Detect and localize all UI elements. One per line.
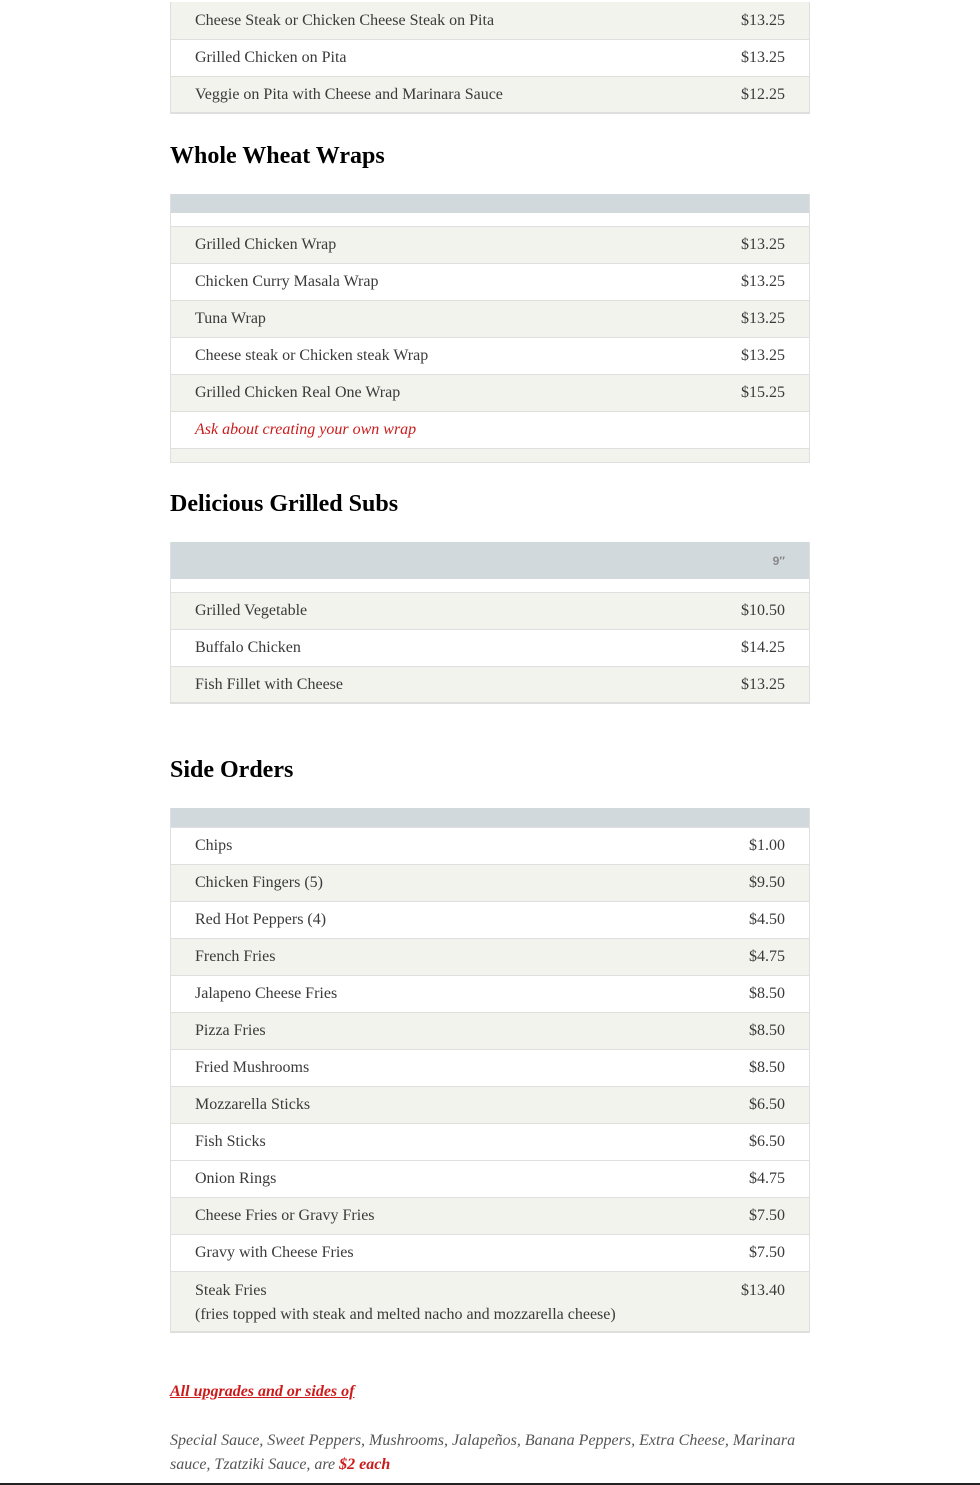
item-name: Onion Rings	[195, 1170, 277, 1187]
menu-row	[171, 1197, 809, 1234]
menu-row	[171, 938, 809, 975]
upgrades-text	[170, 1429, 815, 1477]
section-title-wraps: Whole Wheat Wraps	[170, 143, 385, 169]
item-name: Mozzarella Sticks	[195, 1096, 311, 1113]
section-title-sides: Side Orders	[170, 757, 294, 783]
item-name: Gravy with Cheese Fries	[195, 1244, 354, 1261]
menu-row	[171, 226, 809, 263]
item-price: $8.50	[749, 1022, 785, 1039]
menu-row	[171, 76, 809, 113]
menu-row	[171, 1086, 809, 1123]
item-name: Chicken Fingers (5)	[195, 874, 323, 891]
item-price: $6.50	[749, 1133, 785, 1150]
table-header	[171, 808, 809, 827]
item-price: $13.25	[741, 675, 785, 693]
item-name: Grilled Vegetable	[195, 602, 308, 619]
item-name: Chicken Curry Masala Wrap	[195, 273, 379, 290]
menu-row	[171, 337, 809, 374]
item-name: Grilled Chicken Real One Wrap	[195, 384, 401, 401]
item-name: Jalapeno Cheese Fries	[195, 985, 338, 1002]
size-header: 9″	[772, 553, 785, 568]
item-name: Grilled Chicken on Pita	[195, 49, 347, 66]
table-header	[171, 194, 809, 213]
item-name: Grilled Chicken Wrap	[195, 236, 337, 253]
menu-row	[171, 592, 809, 629]
item-name: French Fries	[195, 948, 276, 965]
item-price: $12.25	[741, 85, 785, 103]
menu-row	[171, 1123, 809, 1160]
menu-row	[171, 629, 809, 666]
item-name: Fish Fillet with Cheese	[195, 675, 343, 693]
section-title-subs: Delicious Grilled Subs	[170, 491, 399, 517]
menu-row	[171, 666, 809, 703]
menu-row	[171, 1234, 809, 1271]
table-footer	[171, 448, 809, 462]
item-price: $15.25	[741, 384, 785, 401]
item-price: $14.25	[741, 639, 785, 656]
item-price: $4.75	[749, 1170, 785, 1187]
upgrades-list: Special Sauce, Sweet Peppers, Mushrooms, Jalapeños, Banana Peppers, Extra Cheese, Marinara sauce, Tzatziki Sauce, are	[170, 1432, 796, 1473]
sides-menu-table	[170, 808, 810, 1333]
item-price: $13.25	[741, 236, 785, 253]
menu-note-row	[171, 411, 809, 448]
item-price: $8.50	[749, 1059, 785, 1076]
item-price: $13.25	[741, 310, 785, 327]
menu-row	[171, 975, 809, 1012]
item-price: $6.50	[749, 1096, 785, 1113]
menu-row	[171, 39, 809, 76]
menu-row	[171, 2, 809, 39]
item-price: $7.50	[749, 1207, 785, 1224]
item-price: $13.40	[741, 1282, 785, 1299]
item-price: $4.50	[749, 911, 785, 928]
menu-row	[171, 300, 809, 337]
menu-row	[171, 864, 809, 901]
item-name: Buffalo Chicken	[195, 639, 301, 656]
item-name: Cheese Steak or Chicken Cheese Steak on Pita	[195, 11, 495, 29]
custom-wrap-note: Ask about creating your own wrap	[195, 421, 417, 438]
menu-row	[171, 263, 809, 300]
item-name: Fish Sticks	[195, 1133, 266, 1150]
menu-row	[171, 1012, 809, 1049]
item-price: $13.25	[741, 347, 785, 364]
item-name: Steak Fries	[195, 1282, 267, 1299]
pita-menu-table	[170, 2, 810, 114]
table-spacer	[171, 579, 809, 592]
menu-row	[171, 1160, 809, 1197]
item-price: $13.25	[741, 11, 785, 29]
item-price: $10.50	[741, 602, 785, 619]
menu-row	[171, 901, 809, 938]
wraps-menu-table	[170, 194, 810, 463]
item-price: $4.75	[749, 948, 785, 965]
item-price: $7.50	[749, 1244, 785, 1261]
menu-row	[171, 374, 809, 411]
item-name: Chips	[195, 837, 233, 854]
item-price: $13.25	[741, 49, 785, 66]
menu-row	[171, 1049, 809, 1086]
item-name: Cheese steak or Chicken steak Wrap	[195, 347, 429, 364]
menu-row	[171, 827, 809, 864]
item-price: $1.00	[749, 837, 785, 854]
item-price: $9.50	[749, 874, 785, 891]
item-name: Pizza Fries	[195, 1022, 266, 1039]
upgrades-price: $2 each	[339, 1456, 391, 1473]
item-name: Veggie on Pita with Cheese and Marinara Sauce	[195, 85, 503, 103]
item-name: Tuna Wrap	[195, 310, 266, 327]
item-name: Fried Mushrooms	[195, 1059, 310, 1076]
table-spacer	[171, 213, 809, 226]
subs-menu-table	[170, 542, 810, 704]
item-description: (fries topped with steak and melted nacho and mozzarella cheese)	[195, 1306, 616, 1323]
item-price: $8.50	[749, 985, 785, 1002]
item-name: Cheese Fries or Gravy Fries	[195, 1207, 375, 1224]
menu-row	[171, 1271, 809, 1332]
table-header	[171, 542, 809, 579]
item-name-block	[195, 1279, 616, 1327]
upgrades-title: All upgrades and or sides of	[170, 1383, 355, 1400]
item-name: Red Hot Peppers (4)	[195, 911, 327, 928]
item-price: $13.25	[741, 273, 785, 290]
